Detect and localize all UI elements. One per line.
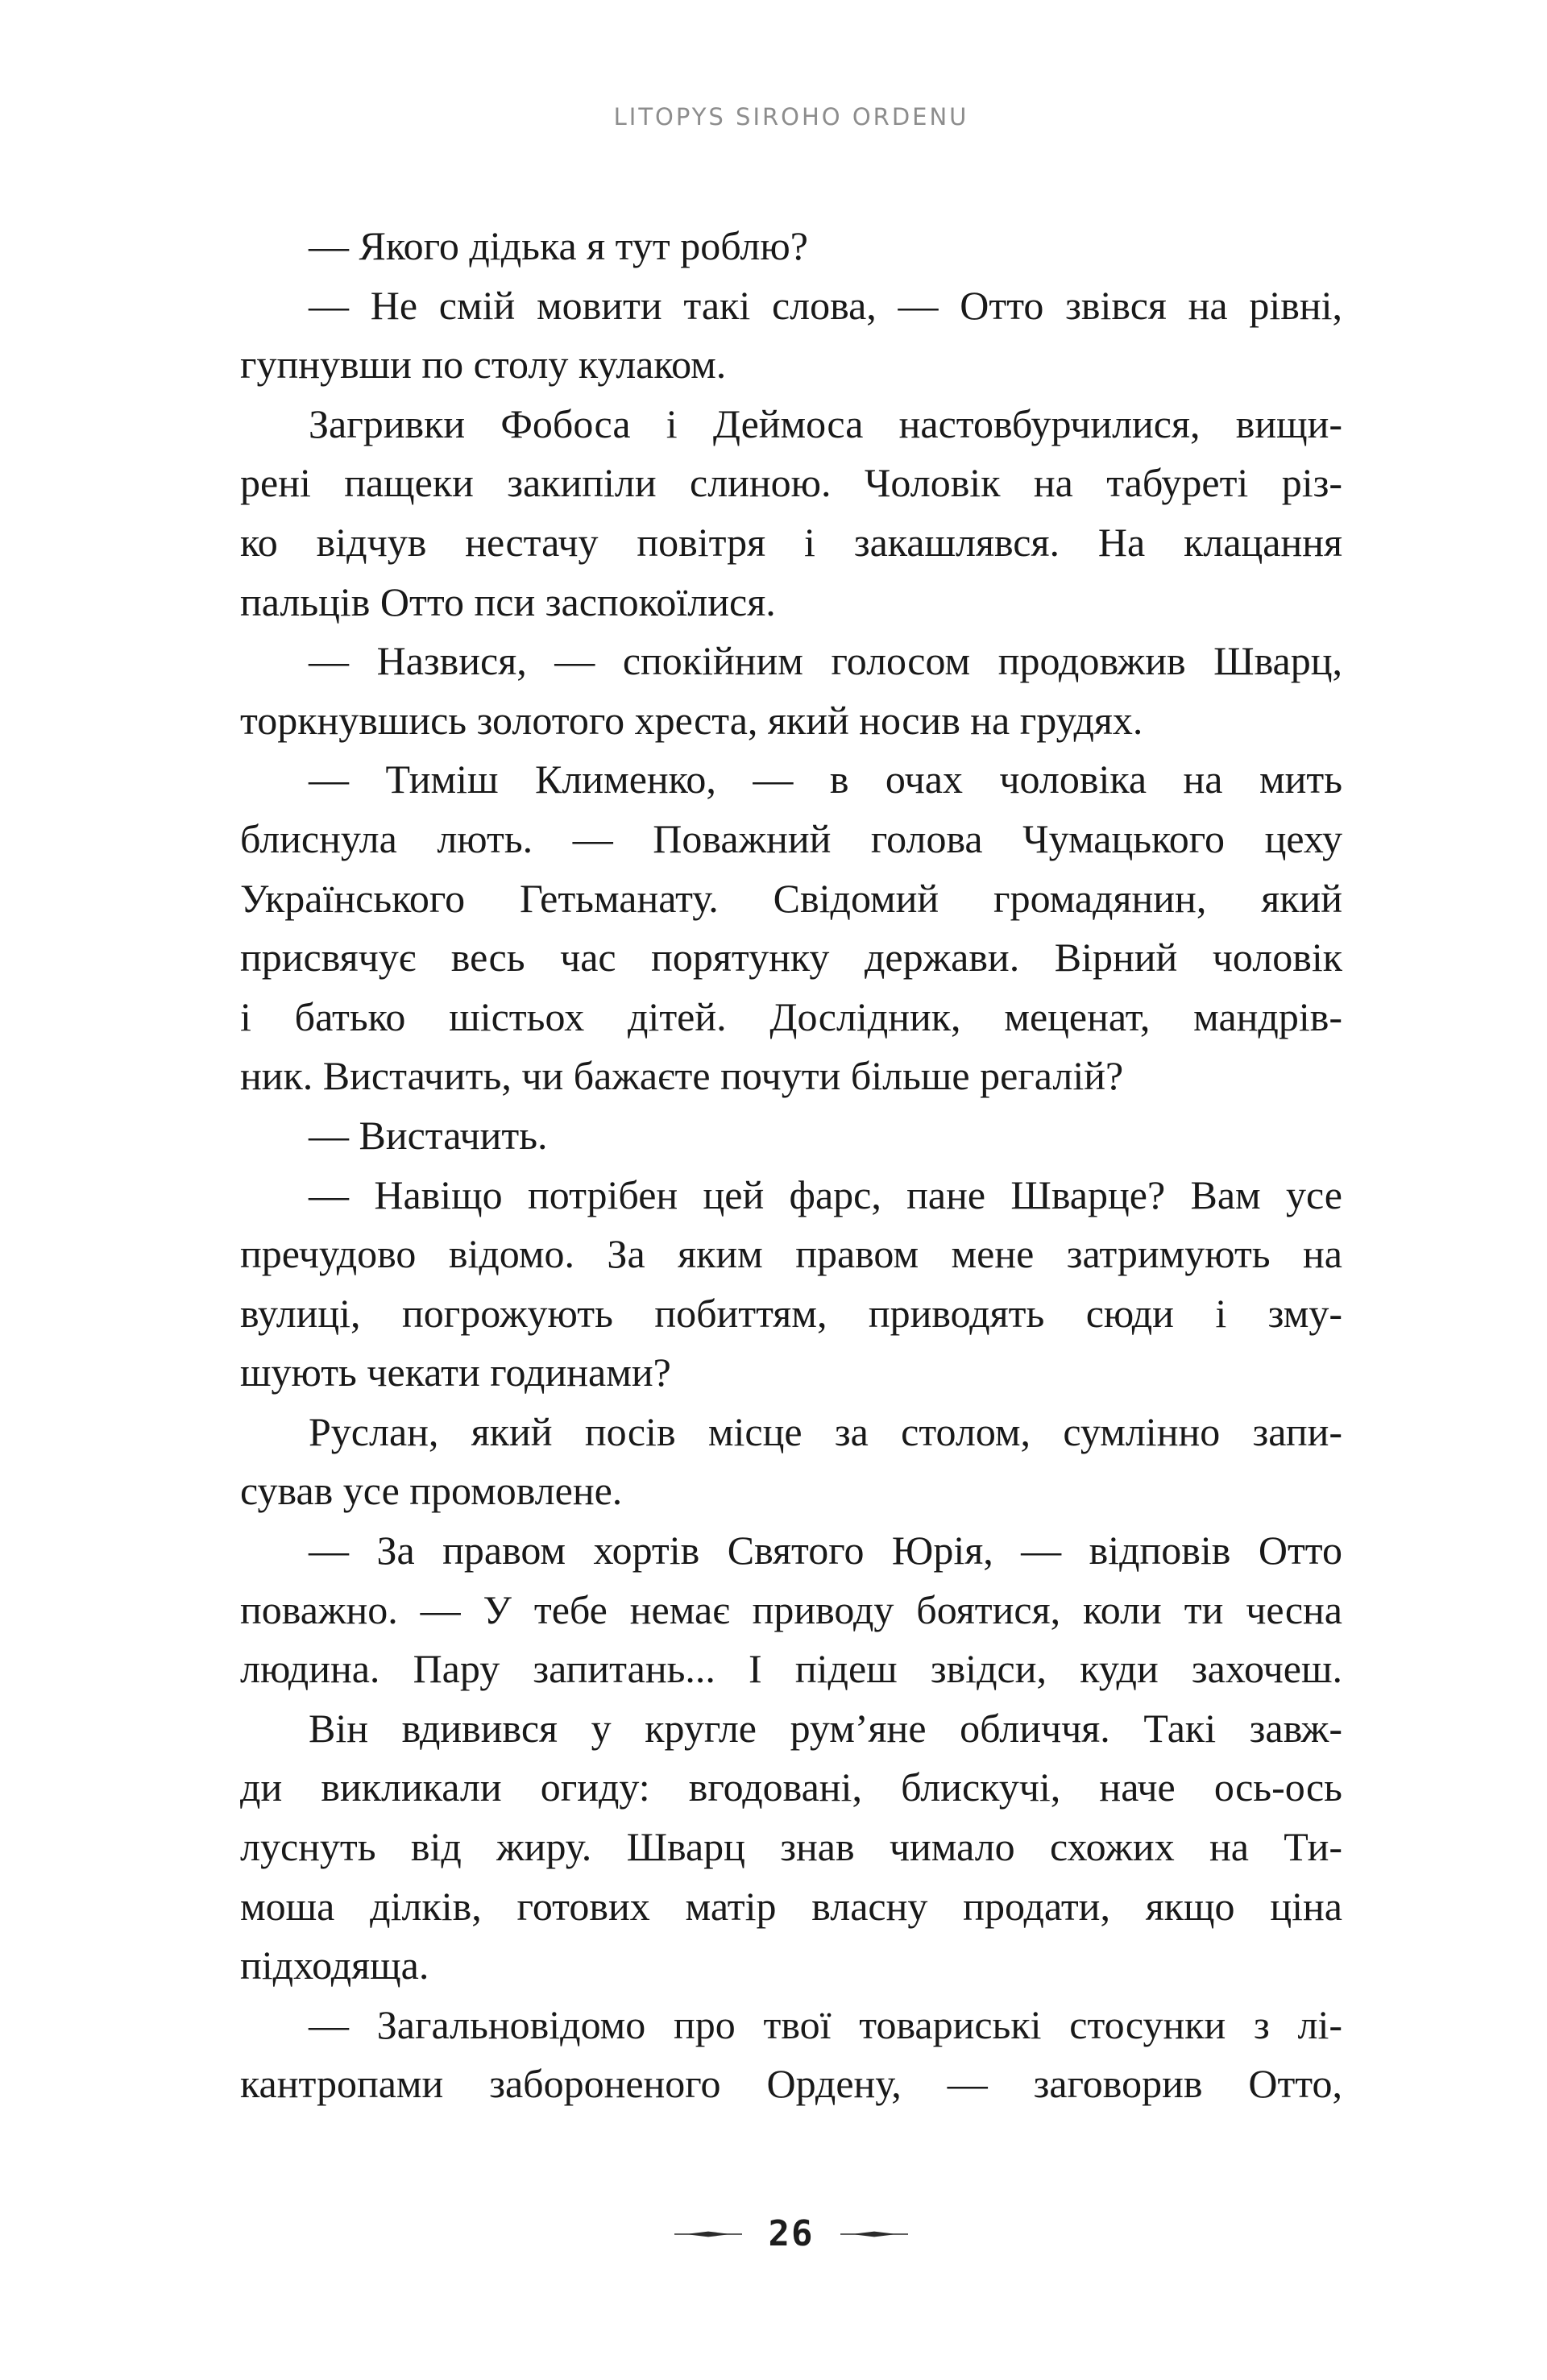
text-line: — Навіщо потрібен цей фарс, пане Шварце? Вам усе [309,1171,1342,1217]
text-line: пречудово відомо. За яким правом мене затримують на [240,1231,1342,1277]
paragraph [240,1699,1342,1996]
text-line: Загривки Фобоса і Деймоса настовбурчилися, вищи- [309,400,1342,446]
paragraph [240,1106,1342,1166]
text-line: гупнувши по столу кулаком. [240,342,727,388]
text-line: — Загальновідомо про твої товариські стосунки з лі- [309,2001,1342,2047]
text-line: сував усе промовлене. [240,1468,623,1514]
paragraph [240,1166,1342,1403]
text-line: — Тиміш Клименко, — в очах чоловіка на мить [309,757,1342,802]
text-line: присвячує весь час порятунку держави. Вірний чоловік [240,935,1342,981]
text-line: ник. Вистачить, чи бажаєте почути більше регалій? [240,1053,1124,1099]
diamond-rule-left-icon [674,2230,742,2238]
paragraph [240,632,1342,750]
text-line: шують чекати годинами? [240,1350,671,1395]
text-line: поважно. — У тебе немає приводу боятися, коли ти чесна [240,1586,1342,1632]
paragraph [240,1996,1342,2114]
page-footer [240,2204,1342,2264]
running-header: LITOPYS SIROHO ORDENU [613,103,969,131]
text-line: — Не смій мовити такі слова, — Отто звівся на рівні, [309,282,1342,328]
text-line: — Назвися, — спокійним голосом продовжив Шварц, [309,638,1342,684]
text-block [240,217,1342,2114]
text-line: Українського Гетьманату. Свідомий громадянин, який [240,875,1342,921]
text-line: пальців Отто пси заспокоїлися. [240,578,776,624]
text-line: — Вистачить. [309,1112,548,1158]
text-line: ко відчув нестачу повітря і закашлявся. На клацання [240,519,1342,565]
text-line: блиснула лють. — Поважний голова Чумацького цеху [240,815,1342,861]
paragraph [240,1521,1342,1699]
text-line: — За правом хортів Святого Юрія, — відповів Отто [309,1528,1342,1574]
paragraph [240,276,1342,395]
page-number: 26 [768,2213,815,2254]
paragraph [240,750,1342,1106]
text-line: рені пащеки закипіли слиною. Чоловік на табуреті різ- [240,460,1342,506]
text-line: моша ділків, готових матір власну продати, якщо ціна [240,1883,1342,1929]
paragraph [240,217,1342,276]
text-line: ди викликали огиду: вгодовані, блискучі, наче ось-ось [240,1764,1342,1810]
text-line: Він вдивився у кругле рум’яне обличчя. Такі завж- [309,1705,1342,1751]
text-line: луснуть від жиру. Шварц знав чимало схожих на Ти- [240,1824,1342,1870]
text-line: торкнувшись золотого хреста, який носив на грудях. [240,697,1143,743]
diamond-rule-right-icon [840,2230,908,2238]
text-line: Руслан, який посів місце за столом, сумлінно запи- [309,1408,1342,1454]
text-line: кантропами забороненого Ордену, — заговорив Отто, [240,2061,1342,2107]
text-line: і батько шістьох дітей. Дослідник, меценат, мандрів- [240,993,1342,1039]
text-line: вулиці, погрожують побиттям, приводять сюди і зму- [240,1290,1342,1336]
paragraph [240,395,1342,632]
text-line: підходяща. [240,1943,429,1988]
text-line: людина. Пару запитань... І підеш звідси, куди захочеш. [240,1646,1342,1692]
text-line: — Якого дідька я тут роблю? [309,223,808,268]
paragraph [240,1403,1342,1521]
